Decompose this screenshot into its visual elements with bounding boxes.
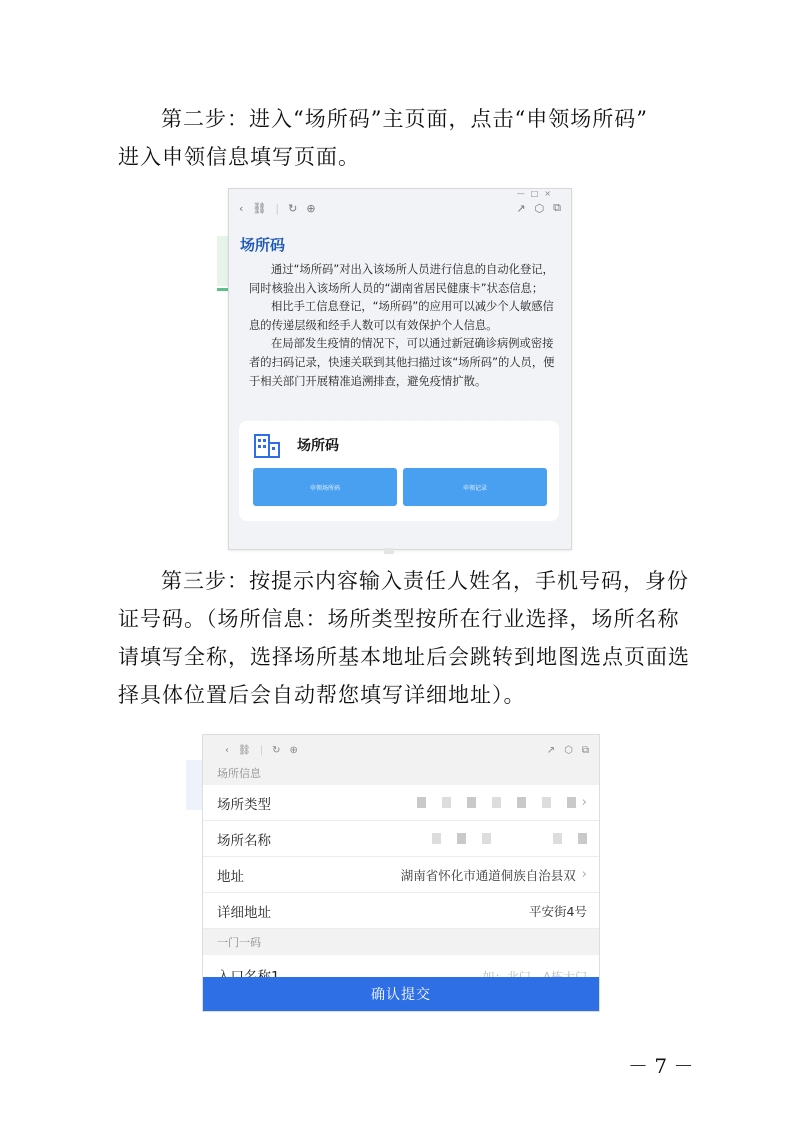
place-code-card <box>239 421 559 521</box>
globe-icon[interactable]: ⊕ <box>289 744 298 756</box>
chevron-right-icon: › <box>581 795 587 810</box>
apply-records-button[interactable]: 申领记录 <box>403 468 547 506</box>
place-type-row[interactable] <box>203 785 599 821</box>
section-one-door-one-code: 一门一码 <box>217 936 261 949</box>
place-type-value <box>407 795 587 810</box>
step3-line3: 请填写全称，选择场所基本地址后会跳转到地图选点页面选 <box>118 645 690 669</box>
page-title: 场所码 <box>240 236 286 254</box>
place-code-screenshot <box>228 188 572 550</box>
link-icon[interactable]: ⛓ <box>252 201 267 215</box>
description-paragraph: 相比手工信息登记，“场所码”的应用可以减少个人敏感信息的传递层级和经手人数可以有效保护个人信息。 <box>249 300 554 332</box>
card-title: 场所码 <box>297 438 339 454</box>
refresh-icon[interactable]: ↻ <box>272 744 281 756</box>
browser-toolbar <box>203 735 599 765</box>
step2-paragraph <box>118 100 684 176</box>
step3-paragraph <box>118 562 690 714</box>
place-name-label: 场所名称 <box>217 832 271 849</box>
detail-address-row[interactable] <box>203 893 599 929</box>
globe-icon[interactable]: ⊕ <box>306 201 316 215</box>
share-icon[interactable]: ↗ <box>516 201 526 215</box>
description-paragraph: 在局部发生疫情的情况下，可以通过新冠确诊病例或密接者的扫码记录，快速关联到其他扫描过该“场所码”的人员，便于相关部门开展精准追溯排查，避免疫情扩散。 <box>249 337 555 388</box>
window-icon[interactable]: ⧉ <box>581 744 589 756</box>
step3-line1: 第三步：按提示内容输入责任人姓名，手机号码，身份 <box>161 569 689 593</box>
address-label: 地址 <box>217 868 244 885</box>
page-number: － 7 － <box>628 1054 694 1078</box>
back-icon[interactable]: ‹ <box>239 201 244 215</box>
description <box>249 261 559 391</box>
description-paragraph: 通过“场所码”对出入该场所人员进行信息的自动化登记，同时核验出入该场所人员的“湖南省居民健康卡”状态信息； <box>249 263 554 295</box>
scroll-handle <box>384 548 394 554</box>
refresh-icon[interactable]: ↻ <box>288 201 298 215</box>
window-icon[interactable]: ⧉ <box>553 201 561 214</box>
background-fragment <box>186 760 202 810</box>
address-value: 湖南省怀化市通道侗族自治县双 <box>400 867 576 883</box>
toolbar-divider: | <box>259 744 264 756</box>
submit-button[interactable]: 确认提交 <box>203 977 599 1011</box>
chevron-right-icon: › <box>581 867 587 882</box>
box-icon[interactable]: ⬡ <box>564 744 573 756</box>
detail-address-value[interactable]: 平安街4号 <box>529 903 587 919</box>
step2-line2: 进入申领信息填写页面。 <box>118 145 360 169</box>
step3-line2: 证号码。（场所信息：场所类型按所在行业选择，场所名称 <box>118 607 680 631</box>
apply-place-code-button[interactable]: 申领场所码 <box>253 468 397 506</box>
window-controls: —□× <box>516 189 557 198</box>
address-row[interactable] <box>203 857 599 893</box>
share-icon[interactable]: ↗ <box>546 744 556 756</box>
place-name-row[interactable] <box>203 821 599 857</box>
toolbar-divider: | <box>275 201 280 215</box>
link-icon[interactable]: ⛓ <box>238 744 251 756</box>
step2-line1: 第二步：进入“场所码”主页面，点击“申领场所码” <box>161 107 648 131</box>
place-type-label: 场所类型 <box>217 796 271 813</box>
back-icon[interactable]: ‹ <box>225 744 229 756</box>
section-place-info: 场所信息 <box>217 767 261 780</box>
detail-address-label: 详细地址 <box>217 904 271 921</box>
place-info-form-screenshot <box>202 734 600 1012</box>
box-icon[interactable]: ⬡ <box>534 201 545 215</box>
building-icon <box>253 431 283 459</box>
step3-line4: 择具体位置后会自动帮您填写详细地址）。 <box>118 683 526 707</box>
place-name-value[interactable] <box>422 833 587 844</box>
